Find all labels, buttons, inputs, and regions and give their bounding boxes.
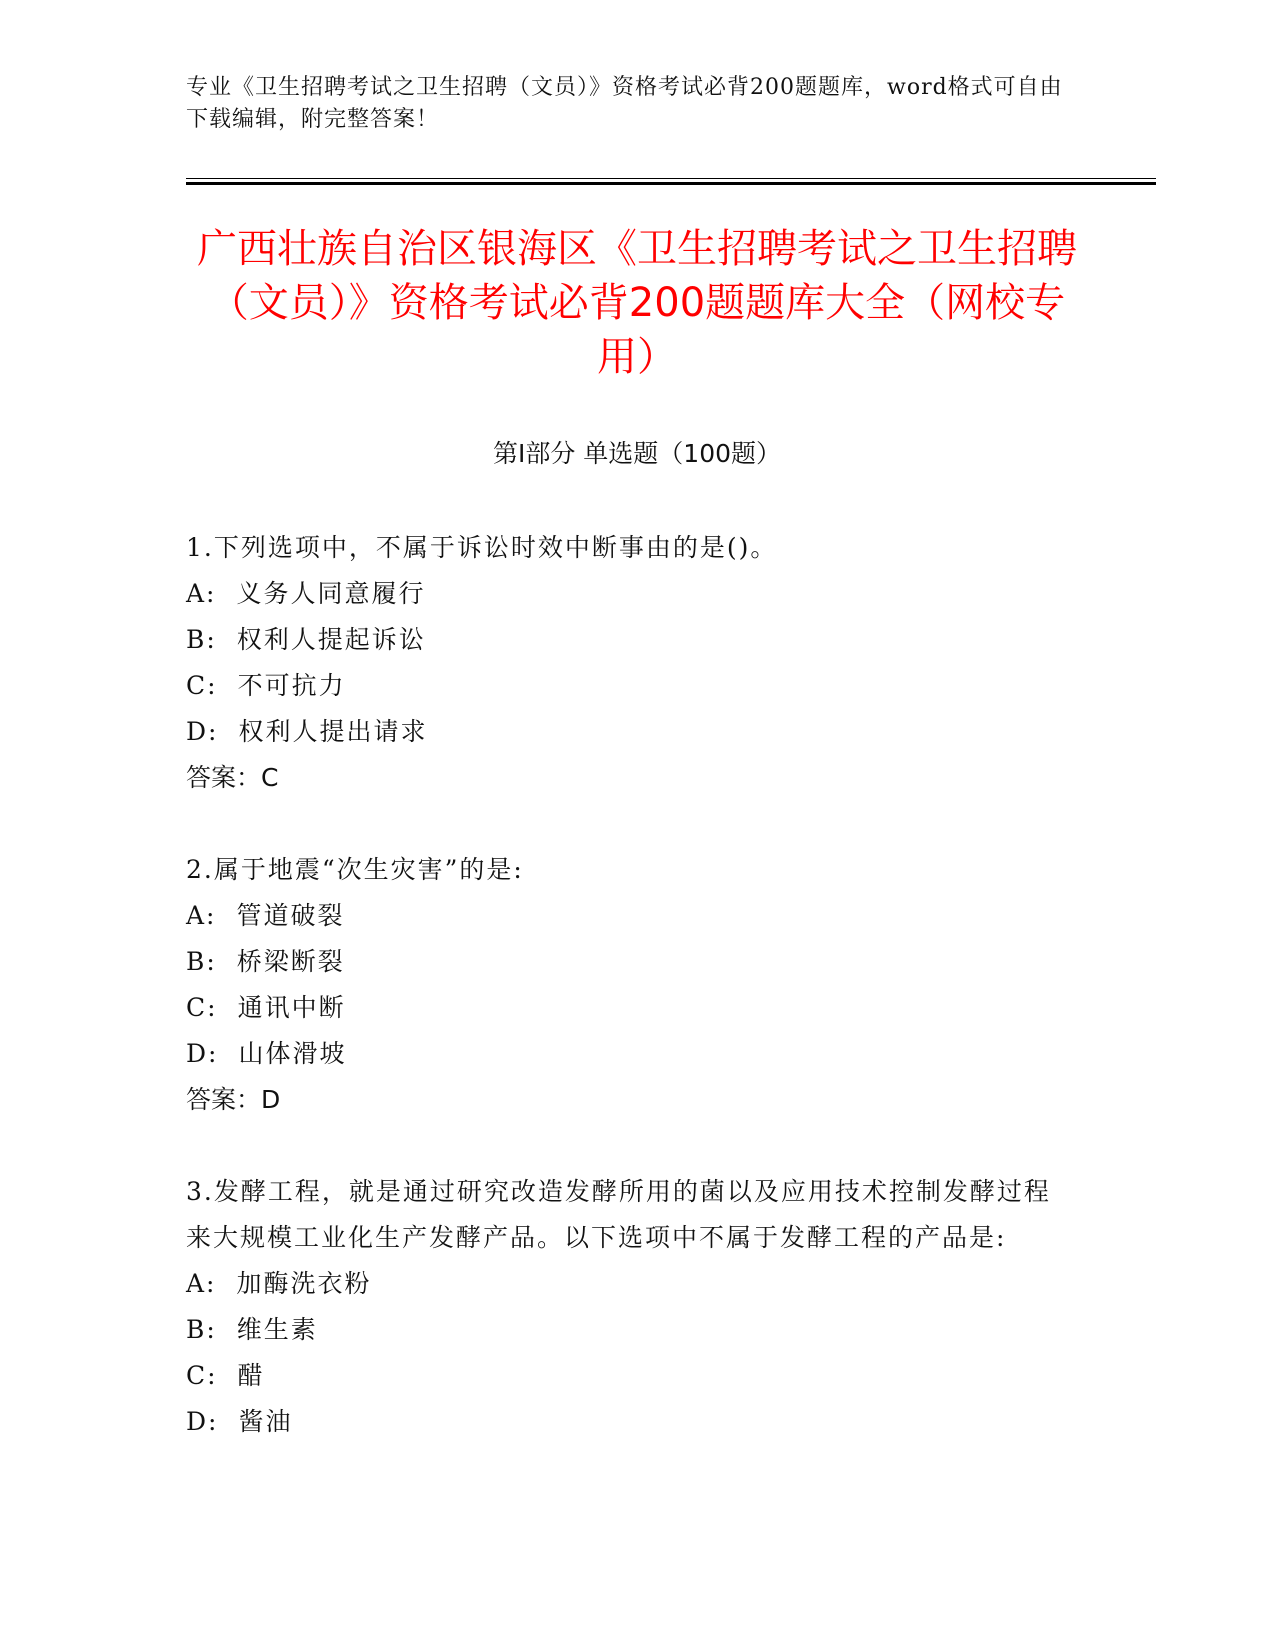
option-text: 权利人提出请求 [238, 717, 428, 746]
option-letter: C: [186, 993, 218, 1022]
section-heading: 第I部分 单选题（100题） [492, 439, 782, 468]
option-text: 义务人同意履行 [236, 579, 426, 608]
question-stem: 1.下列选项中，不属于诉讼时效中断事由的是()。 [186, 533, 778, 562]
option-letter: A: [186, 579, 217, 608]
option-text: 酱油 [238, 1407, 293, 1436]
option-text: 加酶洗衣粉 [236, 1269, 372, 1298]
header-note: 专业《卫生招聘考试之卫生招聘（文员）》资格考试必背200题题库，word格式可自由下载编辑，附完整答案！ [186, 75, 1063, 132]
header-divider-thick [186, 182, 1156, 185]
option-text: 不可抗力 [237, 671, 346, 700]
document-title: 广西壮族自治区银海区《卫生招聘考试之卫生招聘（文员）》资格考试必背200题题库大全（网校专用） [197, 226, 1077, 380]
option-d [186, 1399, 1056, 1445]
option-text: 醋 [237, 1361, 265, 1390]
question-list [186, 525, 1056, 1491]
question-stem: 2.属于地震“次生灾害”的是: [186, 855, 524, 884]
option-letter: D: [186, 1039, 219, 1068]
option-letter: A: [186, 901, 217, 930]
option-text: 山体滑坡 [238, 1039, 347, 1068]
option-text: 桥梁断裂 [236, 947, 345, 976]
answer-line: 答案：C [186, 763, 279, 792]
option-b [186, 1307, 1056, 1353]
option-c [186, 1353, 1056, 1399]
option-text: 管道破裂 [236, 901, 345, 930]
option-letter: B: [186, 625, 217, 654]
option-a [186, 1261, 1056, 1307]
option-letter: B: [186, 947, 217, 976]
option-c [186, 985, 1056, 1031]
option-letter: C: [186, 1361, 218, 1390]
answer-line: 答案：D [186, 1085, 281, 1114]
question-3 [186, 1169, 1056, 1445]
option-b [186, 939, 1056, 985]
question-2 [186, 847, 1056, 1123]
option-letter: D: [186, 1407, 219, 1436]
question-stem: 3.发酵工程，就是通过研究改造发酵所用的菌以及应用技术控制发酵过程来大规模工业化生产发酵产品。以下选项中不属于发酵工程的产品是: [186, 1177, 1051, 1252]
option-letter: A: [186, 1269, 217, 1298]
option-text: 维生素 [236, 1315, 318, 1344]
question-1 [186, 525, 1056, 801]
option-a [186, 893, 1056, 939]
option-b [186, 617, 1056, 663]
option-letter: C: [186, 671, 218, 700]
option-text: 权利人提起诉讼 [236, 625, 426, 654]
option-d [186, 709, 1056, 755]
option-d [186, 1031, 1056, 1077]
option-letter: B: [186, 1315, 217, 1344]
option-c [186, 663, 1056, 709]
header-divider-thin [186, 178, 1156, 179]
option-a [186, 571, 1056, 617]
option-letter: D: [186, 717, 219, 746]
option-text: 通讯中断 [237, 993, 346, 1022]
